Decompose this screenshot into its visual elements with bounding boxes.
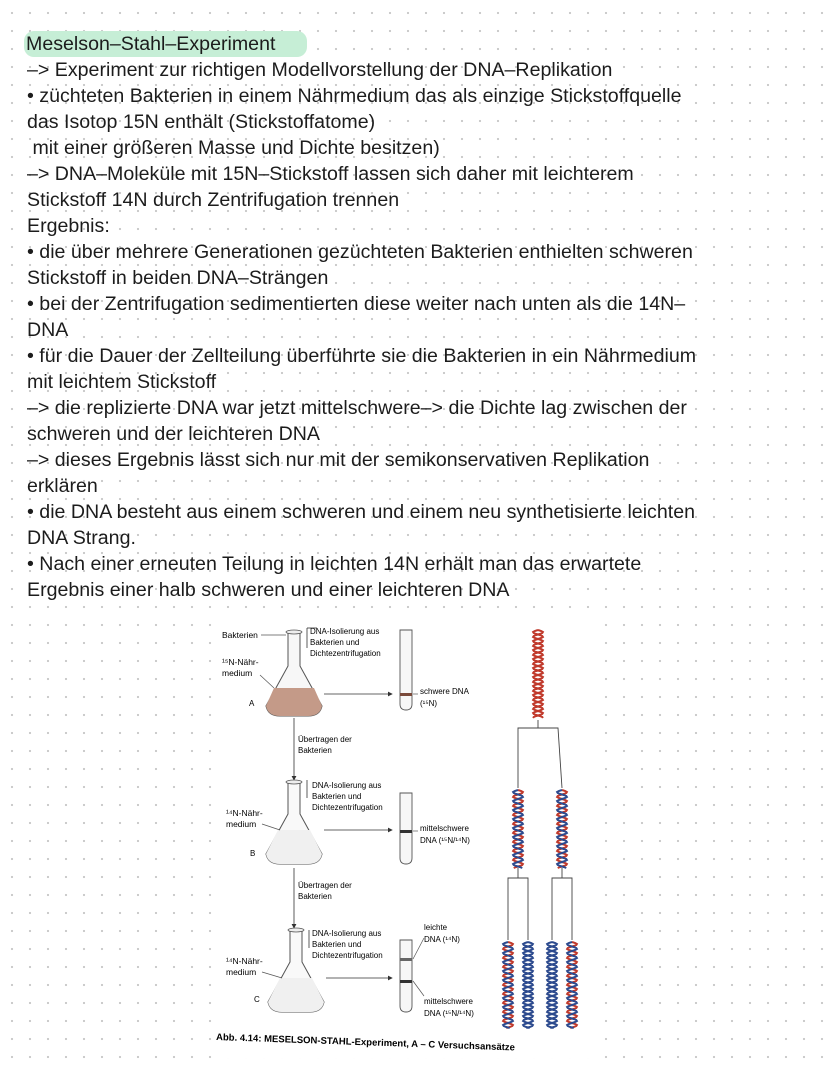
isolation-a-3: Dichtezentrifugation bbox=[310, 649, 381, 658]
label-light-dna: leichte bbox=[424, 923, 448, 932]
note-line: –> die replizierte DNA war jetzt mittelschwere–> die Dichte lag zwischen der bbox=[27, 397, 687, 419]
label-15n-medium: ¹⁵N-Nähr- bbox=[222, 657, 259, 667]
note-line: • die DNA besteht aus einem schweren und einem neu synthetisierte leichten bbox=[27, 501, 695, 523]
note-line: • für die Dauer der Zellteilung überführte sie die Bakterien in ein Nährmedium bbox=[27, 345, 697, 367]
label-heavy-dna: schwere DNA bbox=[420, 687, 469, 696]
note-line: schweren und der leichteren DNA bbox=[27, 423, 320, 445]
helix-generation-1-left bbox=[513, 790, 523, 868]
tube-a bbox=[400, 630, 412, 710]
label-medium-dna-b-n: DNA (¹⁵N/¹⁴N) bbox=[420, 836, 470, 845]
label-a: A bbox=[249, 699, 255, 708]
note-line: Stickstoff 14N durch Zentrifugation trennen bbox=[27, 189, 400, 211]
note-line: Stickstoff in beiden DNA–Strängen bbox=[27, 267, 329, 289]
medium-band-b bbox=[400, 830, 412, 833]
transfer-bc-2: Bakterien bbox=[298, 892, 332, 901]
label-medium-dna-c: mittelschwere bbox=[424, 997, 473, 1006]
label-medium-dna-c-n: DNA (¹⁵N/¹⁴N) bbox=[424, 1009, 474, 1018]
isolation-b-3: Dichtezentrifugation bbox=[312, 803, 383, 812]
label-c: C bbox=[254, 995, 260, 1004]
isolation-a-2: Bakterien und bbox=[310, 638, 360, 647]
medium-band-c bbox=[400, 980, 412, 983]
tube-b bbox=[400, 793, 412, 864]
sediment-heavy bbox=[266, 688, 322, 716]
figure-caption: Abb. 4.14: MESELSON-STAHL-Experiment, A – C Versuchsansätze bbox=[215, 1032, 516, 1054]
transfer-ab-1: Übertragen der bbox=[298, 735, 352, 744]
transfer-ab-2: Bakterien bbox=[298, 746, 332, 755]
note-line: • bei der Zentrifugation sedimentierten diese weiter nach unten als die 14N– bbox=[27, 293, 686, 315]
label-medium-a: medium bbox=[222, 668, 253, 678]
note-line: –> dieses Ergebnis lässt sich nur mit der semikonservativen Replikation bbox=[27, 449, 650, 471]
note-line: –> DNA–Moleküle mit 15N–Stickstoff lassen sich daher mit leichterem bbox=[27, 163, 634, 185]
heavy-band bbox=[400, 693, 412, 696]
note-line: das Isotop 15N enthält (Stickstoffatome) bbox=[27, 111, 376, 133]
label-heavy-dna-n: (¹⁵N) bbox=[420, 699, 438, 708]
note-line: mit einer größeren Masse und Dichte besitzen) bbox=[27, 137, 440, 159]
note-line: Ergebnis: bbox=[27, 215, 110, 237]
note-line: mit leichtem Stickstoff bbox=[27, 371, 217, 393]
label-14n-medium-c: ¹⁴N-Nähr- bbox=[226, 956, 263, 966]
note-line: Ergebnis einer halb schweren und einer leichteren DNA bbox=[27, 579, 510, 601]
note-line: DNA Strang. bbox=[27, 527, 136, 549]
note-line: • die über mehrere Generationen gezüchteten Bakterien enthielten schweren bbox=[27, 241, 693, 263]
note-line: –> Experiment zur richtigen Modellvorstellung der DNA–Replikation bbox=[27, 59, 613, 81]
helix-generation-0 bbox=[533, 630, 543, 718]
isolation-a-1: DNA-Isolierung aus bbox=[310, 627, 380, 636]
transfer-bc-1: Übertragen der bbox=[298, 881, 352, 890]
helix-generation-2-c bbox=[547, 942, 557, 1028]
label-14n-medium-b: ¹⁴N-Nähr- bbox=[226, 808, 263, 818]
tube-c bbox=[400, 940, 412, 1012]
note-line: DNA bbox=[27, 319, 69, 341]
isolation-c-3: Dichtezentrifugation bbox=[312, 951, 383, 960]
page-title: Meselson–Stahl–Experiment bbox=[24, 31, 307, 57]
note-line: • züchteten Bakterien in einem Nährmedium das als einzige Stickstoffquelle bbox=[27, 85, 682, 107]
helix-generation-2-a bbox=[503, 942, 513, 1028]
label-light-dna-n: DNA (¹⁴N) bbox=[424, 935, 460, 944]
label-bakterien: Bakterien bbox=[222, 630, 258, 640]
isolation-c-2: Bakterien und bbox=[312, 940, 362, 949]
note-line: erklären bbox=[27, 475, 98, 497]
figure-svg bbox=[212, 618, 592, 1058]
isolation-c-1: DNA-Isolierung aus bbox=[312, 929, 382, 938]
label-medium-c: medium bbox=[226, 967, 257, 977]
label-medium-b: medium bbox=[226, 819, 257, 829]
light-band-c bbox=[400, 958, 412, 961]
note-line: • Nach einer erneuten Teilung in leichten 14N erhält man das erwartete bbox=[27, 553, 642, 575]
helix-generation-1-right bbox=[557, 790, 567, 868]
isolation-b-2: Bakterien und bbox=[312, 792, 362, 801]
label-medium-dna-b: mittelschwere bbox=[420, 824, 469, 833]
helix-layer bbox=[503, 630, 577, 1028]
helix-generation-2-d bbox=[567, 942, 577, 1028]
notes-text bbox=[27, 31, 787, 603]
helix-generation-2-b bbox=[523, 942, 533, 1028]
isolation-b-1: DNA-Isolierung aus bbox=[312, 781, 382, 790]
label-b: B bbox=[250, 849, 256, 858]
meselson-stahl-figure bbox=[212, 618, 592, 1058]
